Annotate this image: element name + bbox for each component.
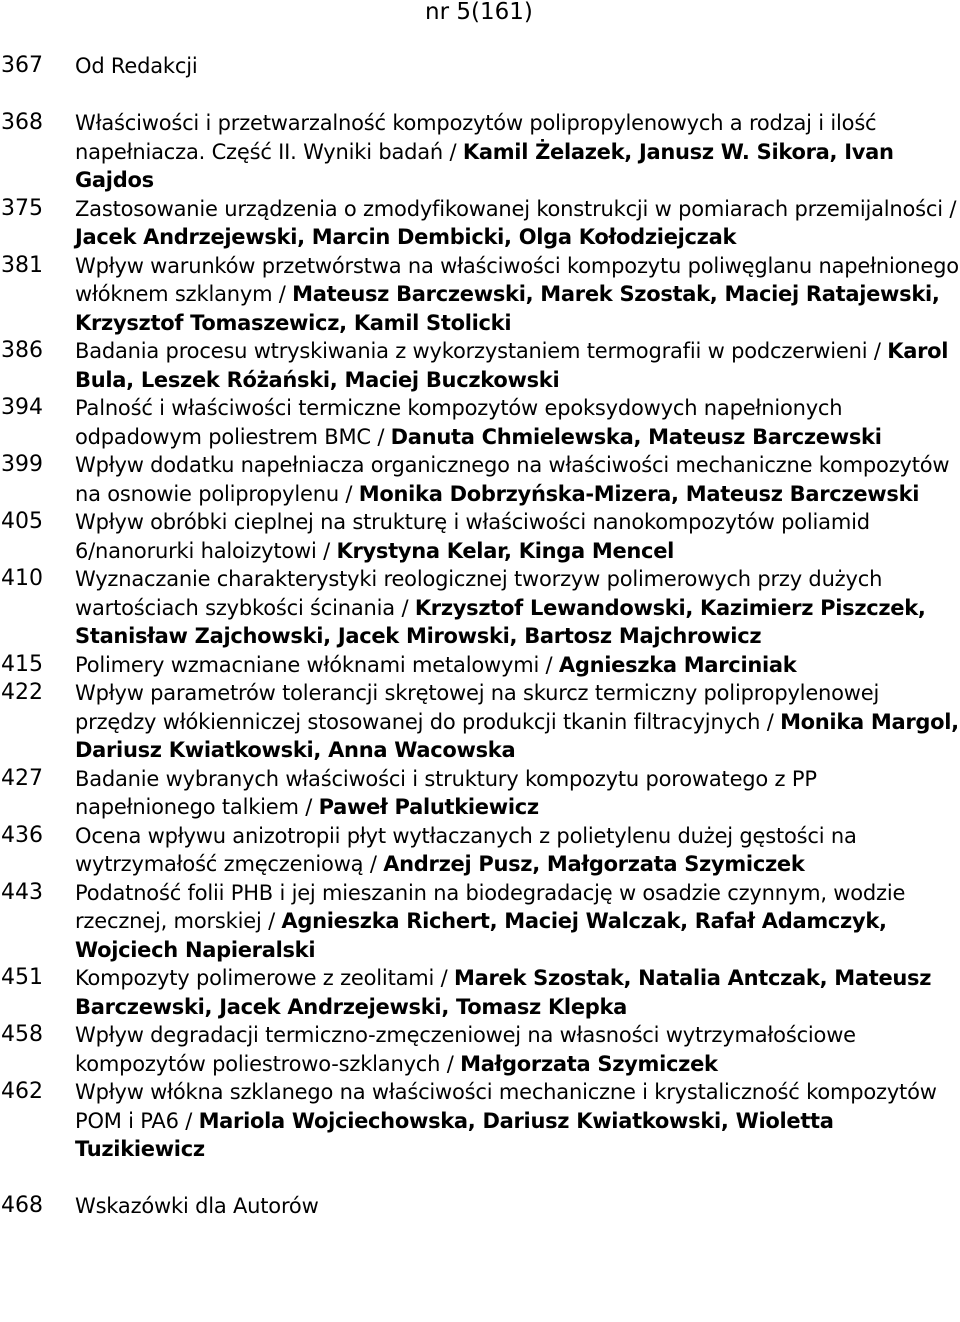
article-authors: Krzysztof Lewandowski, Kazimierz Piszczek, Stanisław Zajchowski, Jacek Mirowski, Bartosz Majchrowicz <box>75 595 926 648</box>
article-authors: Jacek Andrzejewski, Marcin Dembicki, Olga Kołodziejczak <box>75 225 737 249</box>
page-number: 451 <box>1 965 43 990</box>
page-number: 436 <box>1 822 43 848</box>
article-title: Wyznaczanie charakterystyki reologicznej tworzyw polimerowych przy dużych wartościach szybkości ścinania / <box>75 567 883 620</box>
toc-entry <box>0 1078 960 1164</box>
page-number: 367 <box>1 53 43 78</box>
toc-entry <box>0 565 960 651</box>
toc-entry <box>0 1021 960 1078</box>
page-number: 386 <box>1 338 43 363</box>
article-title: Wskazówki dla Autorów <box>75 1194 319 1218</box>
entry-text <box>75 508 960 565</box>
table-of-contents <box>0 52 960 1221</box>
toc-entry <box>0 964 960 1021</box>
article-title: Wpływ degradacji termiczno-zmęczeniowej na własności wytrzymałościowe kompozytów poliestrowo-szklanych / <box>75 1023 856 1076</box>
toc-entry <box>0 651 960 680</box>
page-number: 381 <box>1 252 43 278</box>
entry-text <box>75 52 960 81</box>
article-title: Badanie wybranych właściwości i struktury kompozytu porowatego z PP napełnionego talkiem / <box>75 766 817 819</box>
page-number: 415 <box>1 651 43 677</box>
article-title: Od Redakcji <box>75 54 198 78</box>
article-title: Wpływ warunków przetwórstwa na właściwości kompozytu poliwęglanu napełnionego włóknem szklanym / <box>75 253 959 306</box>
article-title: Podatność folii PHB i jej mieszanin na biodegradację w osadzie czynnym, wodzie rzecznej, morskiej / <box>75 880 906 933</box>
article-authors: Agnieszka Richert, Maciej Walczak, Rafał Adamczyk, Wojciech Napieralski <box>75 909 887 962</box>
entry-text <box>75 1192 960 1221</box>
article-authors: Monika Dobrzyńska-Mizera, Mateusz Barczewski <box>358 481 920 506</box>
entry-text <box>75 394 960 451</box>
toc-entry <box>0 1192 960 1221</box>
article-authors: Kamil Żelazek, Janusz W. Sikora, Ivan Gajdos <box>75 139 894 192</box>
article-title: Ocena wpływu anizotropii płyt wytłaczanych z polietylenu dużej gęstości na wytrzymałość zmęczeniową / <box>75 823 857 876</box>
page-number: 368 <box>1 110 43 135</box>
toc-entry <box>0 679 960 765</box>
page-number: 468 <box>1 1193 43 1218</box>
toc-entry <box>0 337 960 394</box>
toc-entry <box>0 451 960 508</box>
article-title: Wpływ dodatku napełniacza organicznego na właściwości mechaniczne kompozytów na osnowie polipropylenu / <box>75 453 950 506</box>
article-authors: Mariola Wojciechowska, Dariusz Kwiatkowski, Wioletta Tuzikiewicz <box>75 1108 834 1161</box>
toc-entry <box>0 52 960 81</box>
entry-text <box>75 651 960 680</box>
toc-entry <box>0 252 960 338</box>
article-title: Wpływ obróbki cieplnej na strukturę i właściwości nanokompozytów poliamid 6/nanorurki haloizytowi / <box>75 510 870 563</box>
page-number: 375 <box>1 195 43 221</box>
page-number: 405 <box>1 509 43 534</box>
entry-text <box>75 1078 960 1164</box>
page-number: 427 <box>1 765 43 791</box>
entry-text <box>75 765 960 822</box>
article-authors: Danuta Chmielewska, Mateusz Barczewski <box>390 424 882 449</box>
entry-text <box>75 252 960 338</box>
page-number: 458 <box>1 1022 43 1047</box>
article-authors: Agnieszka Marciniak <box>558 652 797 677</box>
entry-text <box>75 1021 960 1078</box>
article-authors: Karol Bula, Leszek Różański, Maciej Buczkowski <box>75 339 949 392</box>
entry-text <box>75 964 960 1021</box>
entry-text <box>75 337 960 394</box>
article-title: Polimery wzmacniane włóknami metalowymi / <box>75 652 559 677</box>
page-number: 422 <box>1 680 43 705</box>
article-authors: Monika Margol, Dariusz Kwiatkowski, Anna Wacowska <box>75 709 959 762</box>
article-authors: Krystyna Kelar, Kinga Mencel <box>336 538 675 563</box>
issue-number: nr 5(161) <box>425 0 533 25</box>
entry-text <box>75 195 960 252</box>
toc-entry <box>0 765 960 822</box>
article-title: Badania procesu wtryskiwania z wykorzystaniem termografii w podczerwieni / <box>75 339 888 363</box>
entry-text <box>75 879 960 965</box>
toc-entry <box>0 822 960 879</box>
entry-text <box>75 109 960 195</box>
article-authors: Paweł Palutkiewicz <box>318 795 539 819</box>
entry-text <box>75 679 960 765</box>
toc-entry <box>0 109 960 195</box>
toc-entry <box>0 879 960 965</box>
article-authors: Mateusz Barczewski, Marek Szostak, Maciej Ratajewski, Krzysztof Tomaszewicz, Kamil Stolicki <box>75 282 940 335</box>
page-number: 462 <box>1 1079 43 1104</box>
article-authors: Andrzej Pusz, Małgorzata Szymiczek <box>383 852 805 876</box>
entry-text <box>75 822 960 879</box>
article-title: Zastosowanie urządzenia o zmodyfikowanej konstrukcji w pomiarach przemijalności / <box>75 196 957 221</box>
page-number: 410 <box>1 566 43 591</box>
page-number: 394 <box>1 395 43 420</box>
article-title: Wpływ parametrów tolerancji skrętowej na skurcz termiczny polipropylenowej przędzy włókienniczej stosowanej do produkcji tkanin filtracyjnych / <box>75 681 880 734</box>
article-authors: Małgorzata Szymiczek <box>460 1051 718 1076</box>
toc-entry <box>0 394 960 451</box>
article-title: Właściwości i przetwarzalność kompozytów polipropylenowych a rodzaj i ilość napełniacza. Część II. Wyniki badań / <box>75 111 877 164</box>
article-title: Wpływ włókna szklanego na właściwości mechaniczne i krystaliczność kompozytów POM i PA6 / <box>75 1080 937 1133</box>
entry-text <box>75 451 960 508</box>
page-number: 399 <box>1 452 43 477</box>
article-title: Kompozyty polimerowe z zeolitami / <box>75 966 454 990</box>
page-number: 443 <box>1 879 43 905</box>
entry-text <box>75 565 960 651</box>
article-authors: Marek Szostak, Natalia Antczak, Mateusz Barczewski, Jacek Andrzejewski, Tomasz Klepka <box>75 966 932 1019</box>
toc-entry <box>0 195 960 252</box>
toc-entry <box>0 508 960 565</box>
article-title: Palność i właściwości termiczne kompozytów epoksydowych napełnionych odpadowym poliestrem BMC / <box>75 396 843 449</box>
